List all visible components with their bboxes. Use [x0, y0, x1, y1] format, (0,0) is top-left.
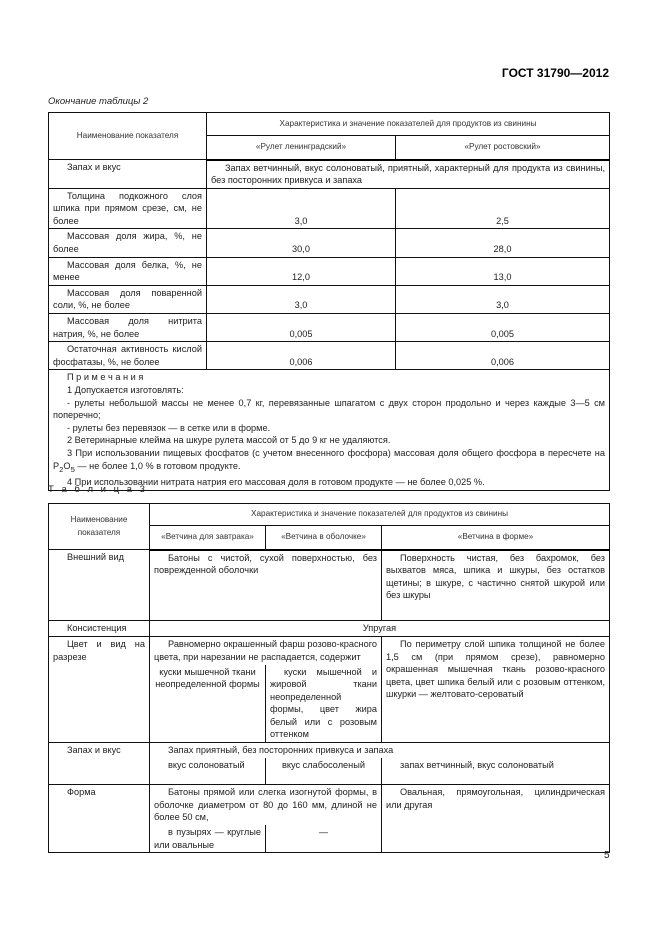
row-value: Запах приятный, без посторонних привкуса и запаха: [150, 743, 610, 758]
row-name: Массовая доля белка, %, не менее: [49, 257, 207, 285]
row-value: 13,0: [396, 257, 610, 285]
row-value: 12,0: [207, 257, 396, 285]
row-name: Остаточная активность кислой фосфатазы, %, не более: [49, 342, 207, 370]
row-value: в пузырях — круглые или овальные: [150, 825, 266, 853]
row-value: —: [266, 825, 382, 853]
note-1a: - рулеты небольшой массы не менее 0,7 кг, перевязанные шпагатом с двух сторон продольно и через каждые 3—5 см поперечно;: [53, 397, 605, 421]
table-row: [49, 314, 610, 342]
row-value: Упругая: [150, 621, 610, 637]
table-row: [49, 785, 610, 825]
row-value: куски мышечной ткани неопределенной формы: [150, 665, 266, 743]
row-name: Массовая доля жира, %, не более: [49, 229, 207, 257]
row-value: 2,5: [396, 188, 610, 229]
row-name: Толщина подкожного слоя шпика при прямом срезе, см, не более: [49, 188, 207, 229]
row-name: Цвет и вид на разрезе: [49, 637, 150, 743]
note-1b: - рулеты без перевязок — в сетке или в форме.: [67, 422, 271, 433]
table-row: [49, 285, 610, 313]
column-header-name: Наименование показателя: [49, 504, 150, 550]
row-value: 30,0: [207, 229, 396, 257]
table3-caption: Т а б л и ц а 3: [48, 484, 148, 495]
row-value: вкус солоноватый: [150, 758, 266, 785]
row-value: 0,005: [396, 314, 610, 342]
row-value: Батоны прямой или слегка изогнутой формы, в оболочке диаметром от 80 до 160 мм, длиной не более 50 см,: [150, 785, 382, 825]
note-3-text: — не более 1,0 % в готовом продукте.: [74, 460, 241, 471]
column-group-header: Характеристика и значение показателей для продуктов из свинины: [207, 113, 610, 136]
table-row: [49, 550, 610, 621]
document-code: ГОСТ 31790—2012: [501, 66, 609, 80]
column-header-product: «Ветчина в форме»: [382, 526, 610, 550]
row-name: Запах и вкус: [49, 743, 150, 785]
row-value: Равномерно окрашенный фарш розово-красного цвета, при нарезании не распадается, содержит: [150, 637, 382, 665]
note-3-text: 3 При использовании пищевых фосфатов (с учетом внесенного фосфора) массовая доля общего фосфора в пересчете на P: [53, 447, 605, 471]
table-row: [49, 743, 610, 758]
table-row: [49, 257, 610, 285]
row-value: 3,0: [207, 285, 396, 313]
table-row: [49, 229, 610, 257]
row-name: Консистенция: [49, 621, 150, 637]
row-value: запах ветчинный, вкус солоноватый: [382, 758, 610, 785]
row-value: 0,006: [396, 342, 610, 370]
column-group-header: Характеристика и значение показателей для продуктов из свинины: [150, 504, 610, 526]
table2-caption: Окончание таблицы 2: [48, 96, 149, 107]
row-name: Форма: [49, 785, 150, 853]
subscript: 2: [59, 464, 64, 474]
note-2: 2 Ветеринарные клейма на шкуре рулета массой от 5 до 9 кг не удаляются.: [67, 435, 391, 446]
table-2: [48, 112, 610, 491]
note-1: 1 Допускается изготовлять:: [67, 385, 184, 395]
table-row: [49, 621, 610, 637]
notes-title: П р и м е ч а н и я: [67, 372, 144, 383]
subscript: 5: [70, 464, 75, 474]
table-row: [49, 342, 610, 370]
row-value: вкус слабосоленый: [266, 758, 382, 785]
row-value: 3,0: [207, 188, 396, 229]
column-header-product: «Ветчина в оболочке»: [266, 526, 382, 550]
row-name: Массовая доля поваренной соли, %, не более: [49, 285, 207, 313]
note-3-text: O: [63, 460, 71, 471]
column-header-name: Наименование показателя: [49, 113, 207, 160]
page-number: 5: [604, 850, 610, 861]
table-row: [49, 637, 610, 665]
row-value: 0,005: [207, 314, 396, 342]
row-value: 0,006: [207, 342, 396, 370]
table-row: [49, 188, 610, 229]
row-value: Батоны с чистой, сухой поверхностью, без поврежденной оболочки: [150, 550, 382, 621]
row-value: По периметру слой шпика толщиной не более 1,5 см (при прямом срезе), равномерно окрашенная мышечная ткань розово-красного цвета, цвет шпика белый или с розовым оттенком, шкурки — желтовато-сероватый: [382, 637, 610, 743]
note-3: [53, 447, 605, 476]
row-name: Массовая доля нитрита натрия, %, не более: [49, 314, 207, 342]
row-name: Запах и вкус: [49, 160, 207, 189]
row-value: Поверхность чистая, без бахромок, без выхватов мяса, шпика и шкуры, без остатков щетины; в шкуре, с частично снятой шкурой или без шкуры: [382, 550, 610, 621]
column-header-product: «Рулет ростовский»: [396, 136, 610, 160]
row-name: Внешний вид: [49, 550, 150, 621]
row-value: 28,0: [396, 229, 610, 257]
row-value: 3,0: [396, 285, 610, 313]
row-value: Запах ветчинный, вкус солоноватый, приятный, характерный для продукта из свинины, без посторонних привкуса и запаха: [207, 160, 610, 189]
table-notes: [49, 370, 610, 490]
row-value: куски мышечной и жировой ткани неопределенной формы, цвет жира белый или с розовым оттенком: [266, 665, 382, 743]
table-3: [48, 503, 610, 853]
row-value: Овальная, прямоугольная, цилиндрическая или другая: [382, 785, 610, 853]
note-4: 4 При использовании нитрата натрия его массовая доля в готовом продукте — не более 0,025 %.: [67, 476, 485, 487]
table-row: [49, 160, 610, 189]
column-header-product: «Рулет ленинградский»: [207, 136, 396, 160]
column-header-product: «Ветчина для завтрака»: [150, 526, 266, 550]
